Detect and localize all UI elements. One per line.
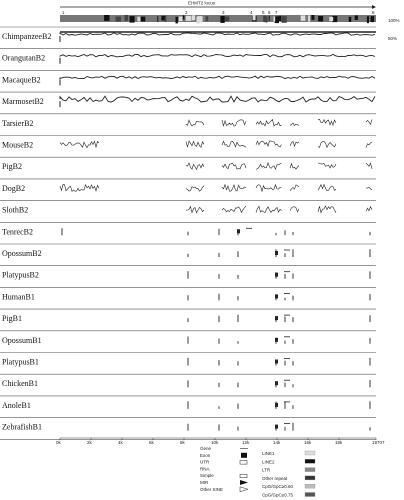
legend-label: Other repeat [262,475,288,481]
track-humanb1 [0,287,376,301]
legend-label: Simple [200,473,214,479]
gene-feature [301,15,306,20]
track-label: TarsierB2 [2,118,34,128]
conservation-profile [60,185,99,192]
axis-tick-label: 14k [273,440,281,445]
track-pigb2 [0,157,376,171]
axis-tick-label: 6k [149,440,154,445]
track-label: PigB1 [2,314,23,324]
exon-label: 6 [268,10,271,15]
legend-label: Gene [200,446,212,451]
gene-title: EHMT2 locus [188,0,216,6]
conservation-block [237,229,240,233]
conservation-profile [60,76,375,78]
legend [200,446,315,498]
track-opossumb1 [0,331,376,345]
gene-feature [116,17,121,22]
conservation-profile [186,186,204,192]
gene-feature [279,16,281,21]
axis-tick-label: 2k [87,440,92,445]
legend-label: CpG/GpC≥0.75 [262,492,293,498]
conservation-block [275,403,278,407]
track-platypusb2 [0,266,376,280]
legend-label: UTR [200,459,210,465]
legend-label: RNA [200,466,210,472]
exon-label: 3 [222,10,225,15]
track-label: OpossumB2 [2,249,42,258]
track-label: DogB2 [2,183,26,193]
gene-feature [125,15,129,21]
conservation-block [275,425,278,429]
gene-feature [141,17,146,22]
axis-tick-label: 8k [180,440,185,445]
conservation-profile [290,123,299,126]
gene-feature [179,17,183,22]
gene-feature [253,15,256,20]
box-icon [240,474,247,478]
gene-feature [349,17,352,22]
conservation-profile [222,206,246,212]
track-label: MarmosetB2 [2,97,44,107]
legend-swatch [305,493,315,497]
gene-feature [308,15,310,21]
gene-feature [367,16,369,23]
conservation-profile [60,33,375,35]
axis-tick-label: 10k [211,440,219,445]
gene-feature [192,15,195,20]
track-tarsierb2 [0,114,376,128]
percent-100-label: 100% [388,18,400,23]
axis-tick-label: 0k [56,440,61,445]
conservation-profile [290,142,299,147]
gene-feature [355,16,358,20]
conservation-profile [366,120,372,125]
track-pigb1 [0,309,376,323]
conservation-profile [256,185,282,192]
conservation-profile [186,163,204,170]
legend-label: Other SINE [200,486,224,492]
gene-feature [176,17,178,24]
gene-feature [130,16,135,23]
legend-swatch [305,476,315,480]
track-label: AnoleB1 [2,400,31,410]
gene-feature [318,16,323,21]
track-label: MacaqueB2 [2,75,41,85]
gene-feature [225,16,230,21]
track-label: MouseB2 [2,140,34,150]
gene-feature [165,16,167,22]
gene-feature [329,17,333,21]
exon-icon [241,453,247,458]
exon-label: 8 [372,10,375,15]
conservation-profile [366,207,372,212]
conservation-profile [318,141,336,147]
gene-feature [220,16,224,23]
conservation-block [275,316,278,320]
conservation-profile [318,119,336,125]
conservation-profile [256,206,282,212]
conservation-profile [186,141,204,147]
conservation-profile [366,187,372,190]
gene-arrow-head [372,5,376,9]
percent-50-label: 50% [388,36,398,41]
track-opossumb2 [0,244,376,258]
legend-swatch [305,468,315,472]
exon-label: 2 [185,10,188,15]
conservation-block [275,251,278,255]
legend-label: LINE1 [262,451,275,456]
conservation-block [275,381,278,385]
gene-feature [269,16,270,21]
conservation-profile [256,141,282,147]
gene-feature [104,15,109,20]
gene-feature [183,15,185,19]
track-platypusb1 [0,353,376,367]
conservation-profile [318,185,336,191]
conservation-profile [366,163,372,169]
track-label: PlatypusB1 [2,357,39,367]
gene-feature [186,16,192,21]
conservation-profile [186,207,204,213]
conservation-block [275,273,278,277]
conservation-profile [256,163,282,170]
conservation-block [275,360,278,364]
conservation-profile [60,141,99,147]
track-label: OrangutanB2 [2,53,46,63]
track-marmosetb2 [0,92,376,106]
track-label: ChimpanzeeB2 [2,32,52,41]
gene-feature [263,16,266,22]
gene-feature [157,16,158,22]
legend-label: LTR [262,467,271,473]
track-label: SlothB2 [2,205,29,215]
track-orangutanb2 [0,49,376,63]
track-label: TenrecB2 [2,227,33,237]
gene-feature [282,16,287,23]
conservation-profile [222,163,246,169]
exon-label: 1 [62,10,65,15]
track-label: PlatypusB2 [2,270,39,280]
track-label: ChickenB1 [2,379,38,389]
track-chickenb1 [0,374,376,388]
gene-feature [197,17,200,24]
box-icon [240,461,247,465]
axis-tick-label: 4k [118,440,123,445]
conservation-profile [318,163,336,168]
track-chimpanzeeb2 [0,27,376,41]
legend-swatch [305,484,315,488]
track-label: OpossumB1 [2,335,42,345]
axis-tick-label: 16k [304,440,312,445]
conservation-profile [60,96,375,102]
conservation-profile [222,141,246,147]
exon-labels [62,10,375,15]
exon-label: 5 [262,10,265,15]
conservation-profile [60,55,375,57]
sine-icon [240,487,248,492]
track-mouseb2 [0,136,376,150]
legend-label: CpG/GpC≥0.60 [262,484,293,490]
track-macaqueb2 [0,70,376,84]
axis-tick-label: 19707 [372,440,385,445]
exon-label: 7 [275,10,278,15]
legend-label: LINE2 [262,459,275,465]
species-tracks [0,27,376,439]
conservation-profile [290,185,299,191]
legend-label: MIR [200,480,209,485]
legend-swatch [305,451,315,455]
conservation-block [275,338,278,342]
axis-tick-label: 12k [242,440,250,445]
track-anoleb1 [0,396,376,410]
track-label: PigB2 [2,162,23,172]
conservation-block [275,294,278,298]
track-label: ZebrafishB1 [2,422,42,432]
conservation-profile [366,142,372,148]
axis-tick-label: 18k [335,440,343,445]
gene-feature [274,16,276,21]
legend-swatch [305,459,315,463]
conservation-profile [290,164,299,170]
track-label: HumanB1 [2,292,35,302]
exon-label: 4 [250,10,253,15]
track-slothb2 [0,201,376,215]
conservation-profile [256,120,282,127]
conservation-profile [318,206,336,213]
conservation-profile [222,120,246,126]
conservation-profile [222,185,246,192]
legend-label: Exon [200,452,211,458]
conservation-profile [186,120,204,126]
track-tenrecb2 [0,222,376,236]
gene-feature [371,16,375,22]
gene-feature [206,16,209,21]
track-zebrafishb1 [0,418,376,432]
gene-feature [137,17,140,22]
gene-feature [275,16,279,23]
track-dogb2 [0,179,376,193]
gene-feature [311,15,314,20]
mir-icon [240,480,248,485]
conservation-profile [290,207,299,212]
